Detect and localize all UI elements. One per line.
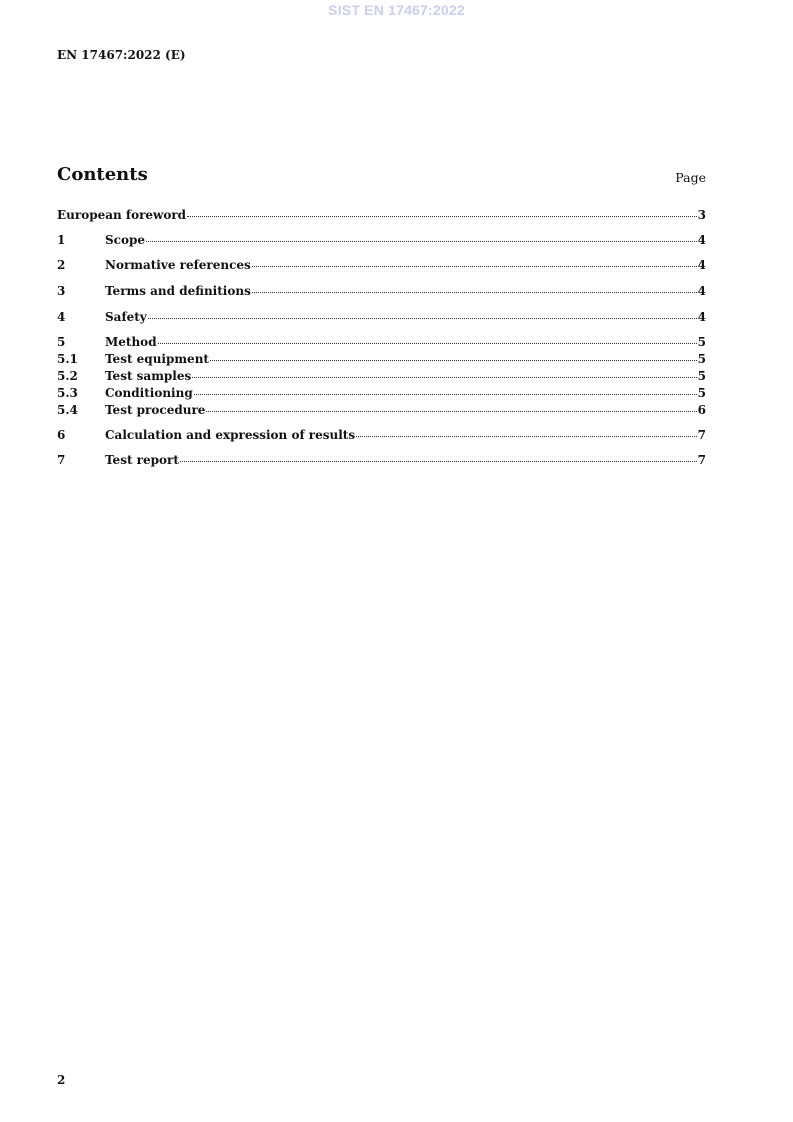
toc-entry-page: 4 bbox=[697, 233, 706, 247]
toc-entry-number: 2 bbox=[57, 258, 66, 272]
toc-entry-page: 4 bbox=[697, 258, 706, 272]
toc-entry-page: 5 bbox=[697, 335, 706, 349]
toc-entry-number: 3 bbox=[57, 284, 66, 298]
toc-entry-page: 7 bbox=[697, 453, 706, 467]
toc-entry-page: 3 bbox=[697, 208, 706, 222]
toc-entry-terms-and-definitions[interactable] bbox=[57, 284, 706, 301]
toc-entry-page: 5 bbox=[697, 369, 706, 383]
toc-entry-test-equipment[interactable] bbox=[57, 352, 706, 369]
contents-title: Contents bbox=[57, 164, 148, 185]
toc-leader bbox=[206, 410, 696, 412]
toc-entry-page: 5 bbox=[697, 386, 706, 400]
toc-entry-test-report[interactable] bbox=[57, 453, 706, 470]
toc-entry-title: Method bbox=[105, 335, 157, 349]
toc-entry-test-procedure[interactable] bbox=[57, 403, 706, 420]
toc-entry-scope[interactable] bbox=[57, 233, 706, 250]
watermark: SIST EN 17467:2022 bbox=[328, 2, 465, 18]
toc-leader bbox=[158, 342, 697, 344]
toc-entry-title: Calculation and expression of results bbox=[105, 428, 356, 442]
toc-entry-number: 4 bbox=[57, 310, 66, 324]
toc-leader bbox=[210, 359, 697, 361]
toc-entry-calculation-and-expression-of-results[interactable] bbox=[57, 428, 706, 445]
toc-entry-number: 5.1 bbox=[57, 352, 78, 366]
toc-entry-number: 1 bbox=[57, 233, 66, 247]
toc-entry-method[interactable] bbox=[57, 335, 706, 352]
toc-leader bbox=[252, 291, 697, 293]
toc-entry-number: 7 bbox=[57, 453, 66, 467]
toc-entry-title: European foreword bbox=[57, 208, 187, 222]
document-id: EN 17467:2022 (E) bbox=[57, 48, 186, 62]
toc-entry-page: 6 bbox=[697, 403, 706, 417]
toc-leader bbox=[194, 393, 697, 395]
toc-entry-page: 7 bbox=[697, 428, 706, 442]
toc-entry-test-samples[interactable] bbox=[57, 369, 706, 386]
toc-entry-normative-references[interactable] bbox=[57, 258, 706, 275]
toc-leader bbox=[192, 376, 696, 378]
toc-entry-title: Scope bbox=[105, 233, 146, 247]
toc-entry-title: Conditioning bbox=[105, 386, 193, 400]
toc-entry-title: Safety bbox=[105, 310, 147, 324]
toc-leader bbox=[148, 317, 697, 319]
toc-entry-page: 5 bbox=[697, 352, 706, 366]
toc-entry-number: 5 bbox=[57, 335, 66, 349]
toc-entry-page: 4 bbox=[697, 310, 706, 324]
toc-entry-safety[interactable] bbox=[57, 310, 706, 327]
toc-entry-conditioning[interactable] bbox=[57, 386, 706, 403]
toc-leader bbox=[180, 460, 697, 462]
toc-entry-number: 5.3 bbox=[57, 386, 78, 400]
toc-entry-title: Terms and definitions bbox=[105, 284, 251, 298]
toc-leader bbox=[146, 240, 697, 242]
toc-entry-number: 5.2 bbox=[57, 369, 78, 383]
toc-entry-title: Test report bbox=[105, 453, 179, 467]
toc-entry-page: 4 bbox=[697, 284, 706, 298]
toc-entry-title: Test procedure bbox=[105, 403, 206, 417]
page-column-label: Page bbox=[675, 170, 706, 185]
toc-leader bbox=[187, 215, 697, 217]
toc-entry-title: Normative references bbox=[105, 258, 251, 272]
toc-entry-number: 5.4 bbox=[57, 403, 78, 417]
toc-leader bbox=[252, 265, 697, 267]
toc-entry-european-foreword[interactable] bbox=[57, 208, 706, 225]
toc-entry-title: Test samples bbox=[105, 369, 192, 383]
toc-entry-title: Test equipment bbox=[105, 352, 209, 366]
toc-leader bbox=[356, 435, 697, 437]
page-number: 2 bbox=[57, 1073, 66, 1087]
toc-entry-number: 6 bbox=[57, 428, 66, 442]
